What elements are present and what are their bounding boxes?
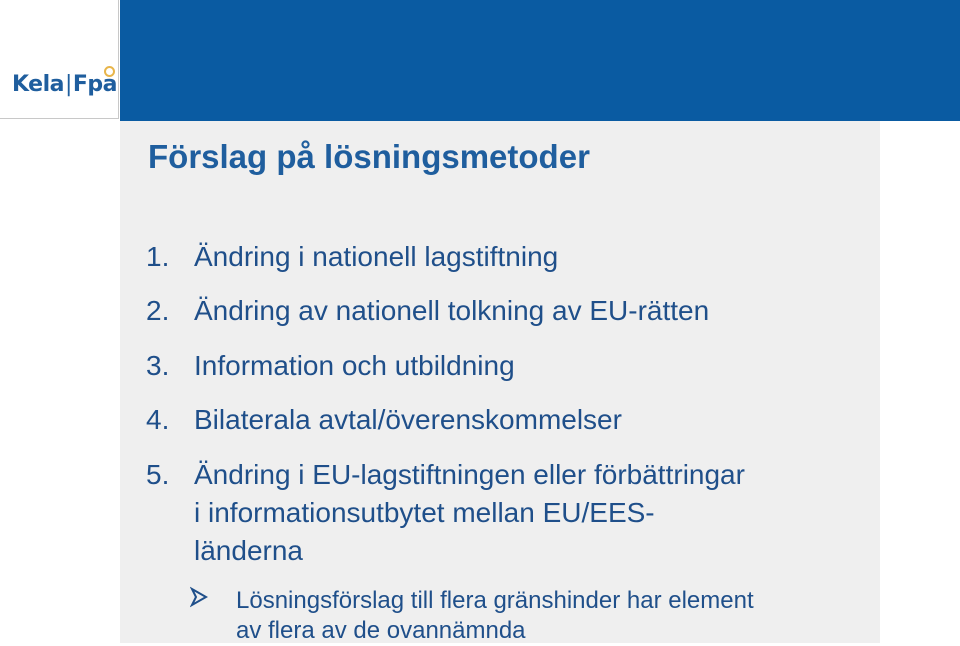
list-item-text: Ändring av nationell tolkning av EU-rätten [194, 295, 710, 326]
list-item-text: Bilaterala avtal/överenskommelser [194, 404, 622, 435]
list-item-text [194, 456, 745, 570]
logo-box [0, 0, 119, 119]
arrow-bullet-icon [190, 586, 208, 616]
list-number: 4. [146, 404, 170, 435]
list-item-line: i informationsutbytet mellan EU/EES- [194, 497, 655, 528]
list-number: 5. [146, 459, 170, 490]
slide-title: Förslag på lösningsmetoder [148, 138, 590, 175]
logo-separator: | [64, 72, 72, 97]
kela-fpa-logo [12, 72, 117, 97]
sub-bullet-line: av flera av de ovannämnda [236, 617, 526, 644]
list-number: 1. [146, 241, 170, 272]
list-item-3 [146, 347, 515, 385]
list-item-2 [146, 292, 709, 330]
list-item-1 [146, 238, 558, 276]
list-number: 3. [146, 350, 170, 381]
logo-text-right: Fpa [72, 72, 118, 97]
sub-bullet-line: Lösningsförslag till flera gränshinder har element [236, 587, 754, 614]
list-item-line: länderna [194, 535, 303, 566]
list-item-text: Ändring i nationell lagstiftning [194, 241, 559, 272]
list-item-text: Information och utbildning [194, 350, 515, 381]
list-item-5 [146, 456, 745, 566]
list-number: 2. [146, 295, 170, 326]
logo-text-left: Kela [12, 72, 64, 97]
header-bar [120, 0, 960, 121]
list-item-4 [146, 401, 622, 439]
sub-bullet-text [236, 586, 754, 646]
logo-mark-icon [104, 66, 115, 77]
list-item-line: Ändring i EU-lagstiftningen eller förbättringar [194, 459, 745, 490]
